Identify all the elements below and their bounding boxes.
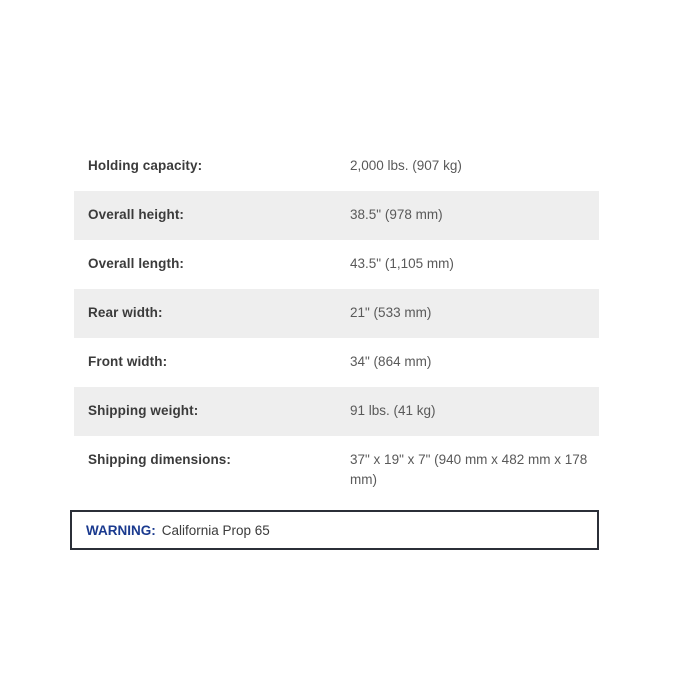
prop-65-warning-box <box>70 510 599 550</box>
table-row <box>74 338 599 387</box>
spec-label: Front width: <box>74 338 350 387</box>
spec-value: 43.5" (1,105 mm) <box>350 240 599 289</box>
spec-value: 21" (533 mm) <box>350 289 599 338</box>
warning-text: California Prop 65 <box>161 522 270 538</box>
table-row <box>74 191 599 240</box>
spec-value: 38.5" (978 mm) <box>350 191 599 240</box>
spec-value: 2,000 lbs. (907 kg) <box>350 142 599 191</box>
spec-label: Shipping dimensions: <box>74 436 350 506</box>
spec-value: 37" x 19" x 7" (940 mm x 482 mm x 178 mm) <box>350 436 599 506</box>
spec-label: Holding capacity: <box>74 142 350 191</box>
table-row <box>74 240 599 289</box>
table-row <box>74 289 599 338</box>
warning-label: WARNING: <box>86 522 156 538</box>
table-row <box>74 142 599 191</box>
spec-label: Overall height: <box>74 191 350 240</box>
spec-value: 34" (864 mm) <box>350 338 599 387</box>
spec-label: Overall length: <box>74 240 350 289</box>
table-row <box>74 387 599 436</box>
spec-label: Shipping weight: <box>74 387 350 436</box>
table-row <box>74 436 599 506</box>
specifications-table-body <box>74 142 599 505</box>
spec-label: Rear width: <box>74 289 350 338</box>
specifications-table <box>74 142 599 505</box>
spec-value: 91 lbs. (41 kg) <box>350 387 599 436</box>
